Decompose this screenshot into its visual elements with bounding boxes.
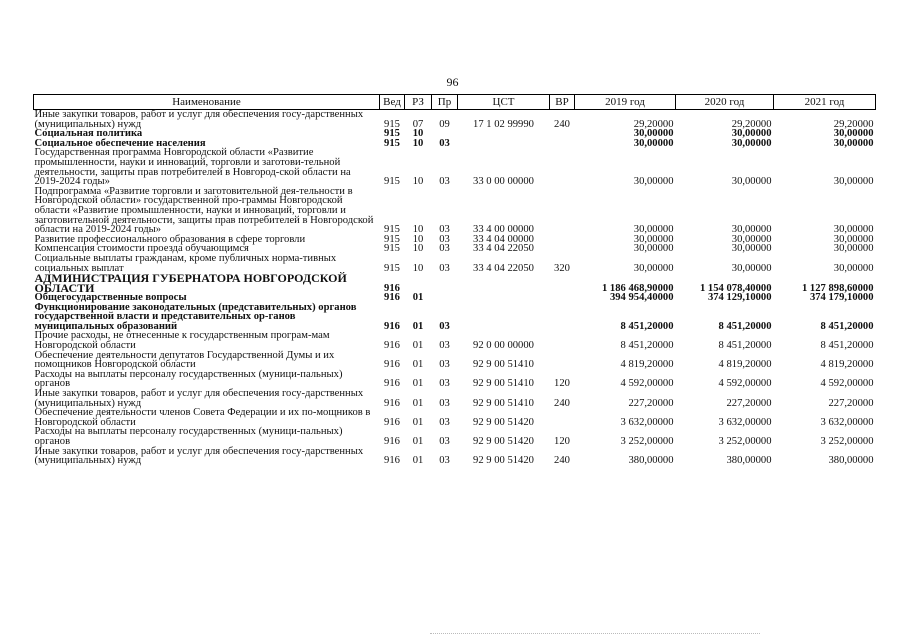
row-ved: 915 [384, 128, 400, 140]
row-rz: 01 [412, 359, 424, 371]
row-pr: 03 [439, 176, 450, 188]
row-vr [550, 293, 575, 303]
row-cst [458, 273, 550, 293]
row-ved: 916 [384, 320, 400, 332]
row-vr [550, 303, 575, 332]
row-2021: 30,00000 [833, 128, 874, 140]
row-cst [458, 293, 550, 303]
row-2019: 30,00000 [633, 243, 674, 255]
row-ved: 916 [384, 436, 400, 447]
row-2019: 30,00000 [633, 128, 674, 140]
row-name: Иные закупки товаров, работ и услуг для обеспечения госу-дарственных (муниципальных) нужд [34, 388, 364, 409]
header-vr: ВР [550, 95, 575, 110]
row-2020: 30,00000 [731, 262, 772, 274]
row-2019: 8 451,20000 [620, 340, 674, 352]
row-2020: 30,00000 [731, 176, 772, 188]
header-row [34, 95, 876, 110]
header-rz: РЗ [405, 95, 432, 110]
row-rz: 01 [412, 292, 424, 304]
row-name: Обеспечение деятельности членов Совета Федерации и их по-мощников в Новгородской области [34, 407, 371, 428]
row-ved: 915 [384, 137, 400, 149]
header-2020: 2020 год [676, 95, 774, 110]
row-2021: 30,00000 [833, 233, 874, 245]
row-cst [458, 139, 550, 149]
row-vr: 120 [554, 436, 570, 447]
row-2021: 30,00000 [833, 176, 874, 188]
row-rz: 10 [412, 137, 424, 149]
row-cst: 92 0 00 00000 [473, 340, 534, 352]
row-cst: 33 4 04 22050 [473, 243, 534, 255]
row-cst: 92 9 00 51410 [473, 397, 534, 409]
row-ved: 915 [384, 176, 400, 188]
row-rz: 01 [412, 397, 424, 409]
row-name: Функционирование законодательных (представительных) органов государственной власти и представительных ор-ганов муниципальных образований [34, 301, 357, 332]
row-2019: 3 632,00000 [620, 416, 674, 428]
row-ved: 915 [384, 233, 400, 245]
row-name: Развитие профессионального образования в сфере торговли [34, 233, 306, 245]
header-ved: Вед [380, 95, 405, 110]
table-row [34, 273, 876, 293]
row-rz: 10 [412, 176, 424, 188]
row-name: Иные закупки товаров, работ и услуг для обеспечения госу-дарственных (муниципальных) нужд [34, 109, 364, 130]
row-2019: 380,00000 [628, 455, 674, 467]
row-cst: 92 9 00 51410 [473, 378, 534, 390]
header-2021: 2021 год [774, 95, 876, 110]
table-row [34, 389, 876, 408]
row-2019: 4 819,20000 [620, 359, 674, 371]
row-ved: 916 [384, 378, 400, 390]
header-cst: ЦСТ [458, 95, 550, 110]
row-2020: 227,20000 [726, 397, 772, 409]
row-rz: 01 [412, 340, 424, 352]
row-2019: 4 592,00000 [620, 378, 674, 390]
row-ved: 916 [384, 397, 400, 409]
row-name: Компенсация стоимости проезда обучающимся [34, 243, 249, 255]
row-2019: 29,20000 [633, 118, 674, 130]
row-ved: 915 [384, 224, 400, 236]
row-2021: 4 592,00000 [820, 378, 874, 390]
row-2021: 374 179,10000 [809, 292, 874, 304]
row-pr: 03 [439, 378, 450, 390]
row-vr [550, 148, 575, 186]
row-2020: 30,00000 [731, 137, 772, 149]
row-2021: 30,00000 [833, 224, 874, 236]
budget-table [33, 94, 876, 466]
row-2019: 30,00000 [633, 137, 674, 149]
row-vr [550, 129, 575, 139]
row-2021: 8 451,20000 [820, 320, 874, 332]
row-ved: 915 [384, 262, 400, 274]
row-vr [550, 408, 575, 427]
row-2020: 3 252,00000 [718, 436, 772, 447]
row-name: Расходы на выплаты персоналу государственных (муници-пальных) органов [34, 426, 343, 447]
row-2020: 4 592,00000 [718, 378, 772, 390]
row-2019: 30,00000 [633, 224, 674, 236]
page-number: 96 [446, 75, 459, 89]
row-pr [432, 273, 458, 293]
row-2020: 29,20000 [731, 118, 772, 130]
row-2019: 227,20000 [628, 397, 674, 409]
table-row [34, 187, 876, 235]
row-rz: 01 [412, 320, 424, 332]
table-row [34, 370, 876, 389]
row-ved: 916 [384, 340, 400, 352]
row-2020: 30,00000 [731, 224, 772, 236]
row-cst: 92 9 00 51420 [473, 436, 534, 447]
table-row [34, 303, 876, 332]
row-2020: 374 129,10000 [707, 292, 772, 304]
scan-artifact [430, 633, 760, 636]
row-2020: 30,00000 [731, 233, 772, 245]
row-rz: 10 [412, 224, 424, 236]
row-2021: 1 127 898,60000 [801, 282, 874, 294]
table-row [34, 351, 876, 370]
row-2020: 3 632,00000 [718, 416, 772, 428]
row-vr: 240 [554, 118, 570, 130]
row-rz: 01 [412, 378, 424, 390]
table-row [34, 331, 876, 350]
row-2019: 3 252,00000 [620, 436, 674, 447]
table-body [34, 110, 876, 466]
row-2021: 3 252,00000 [820, 436, 874, 447]
row-ved: 915 [384, 118, 400, 130]
row-2021: 380,00000 [828, 455, 874, 467]
row-cst: 33 4 00 00000 [473, 224, 534, 236]
row-rz: 10 [412, 128, 424, 140]
row-name: АДМИНИСТРАЦИЯ ГУБЕРНАТОРА НОВГОРОДСКОЙ ОБЛАСТИ [34, 271, 347, 296]
row-2020: 8 451,20000 [718, 320, 772, 332]
row-cst [458, 129, 550, 139]
row-name: Прочие расходы, не отнесенные к государственным програм-мам Новгородской области [34, 330, 330, 352]
row-2021: 3 632,00000 [820, 416, 874, 428]
row-ved: 916 [384, 292, 400, 304]
row-cst: 33 4 04 22050 [473, 262, 534, 274]
row-name: Государственная программа Новгородской области «Развитие промышленности, науки и инноваций, торговли и заготови-тельной деятельности, защиты прав потребителей в Новгород-ской области на 2019-2024 годы» [34, 147, 351, 188]
row-cst: 17 1 02 99990 [473, 118, 534, 130]
row-vr [550, 244, 575, 254]
row-rz [405, 273, 432, 293]
table-row [34, 427, 876, 446]
row-2021: 30,00000 [833, 243, 874, 255]
row-rz: 01 [412, 436, 424, 447]
header-name: Наименование [34, 95, 380, 110]
table-row [34, 148, 876, 186]
table-row [34, 408, 876, 427]
row-rz: 01 [412, 416, 424, 428]
row-pr: 03 [439, 455, 450, 467]
row-2021: 30,00000 [833, 262, 874, 274]
header-pr: Пр [432, 95, 458, 110]
row-pr: 03 [439, 137, 450, 149]
row-rz: 01 [412, 455, 424, 467]
row-2021: 30,00000 [833, 137, 874, 149]
row-pr: 03 [439, 359, 450, 371]
row-vr [550, 187, 575, 235]
row-pr: 03 [439, 262, 450, 274]
row-name: Социальные выплаты гражданам, кроме публичных норма-тивных социальных выплат [34, 252, 337, 274]
row-pr: 03 [439, 436, 450, 447]
row-rz: 10 [412, 243, 424, 255]
row-ved: 916 [384, 455, 400, 467]
row-rz: 10 [412, 233, 424, 245]
row-name: Иные закупки товаров, работ и услуг для обеспечения госу-дарственных (муниципальных) нужд [34, 445, 364, 467]
row-2021: 29,20000 [833, 118, 874, 130]
row-name: Расходы на выплаты персоналу государственных (муници-пальных) органов [34, 368, 343, 390]
row-2021: 4 819,20000 [820, 359, 874, 371]
row-ved: 916 [384, 416, 400, 428]
row-2019: 30,00000 [633, 233, 674, 245]
row-pr: 03 [439, 416, 450, 428]
row-2020: 1 154 078,40000 [699, 282, 772, 294]
row-cst: 92 9 00 51420 [473, 455, 534, 467]
row-name: Обеспечение деятельности депутатов Государственной Думы и их помощников Новгородской области [34, 349, 335, 371]
row-2020: 380,00000 [726, 455, 772, 467]
row-pr: 03 [439, 340, 450, 352]
row-2019: 8 451,20000 [620, 320, 674, 332]
row-pr: 03 [439, 320, 450, 332]
row-pr: 03 [439, 243, 450, 255]
row-cst: 92 9 00 51410 [473, 359, 534, 371]
row-name: Общегосударственные вопросы [34, 292, 187, 304]
row-vr [550, 273, 575, 293]
row-name: Социальное обеспечение населения [34, 137, 206, 149]
row-vr [550, 351, 575, 370]
row-vr [550, 235, 575, 245]
row-cst [458, 303, 550, 332]
row-cst: 33 0 00 00000 [473, 176, 534, 188]
header-2019: 2019 год [575, 95, 676, 110]
row-cst: 33 4 04 00000 [473, 233, 534, 245]
row-2020: 4 819,20000 [718, 359, 772, 371]
table-row [34, 447, 876, 466]
row-2019: 30,00000 [633, 262, 674, 274]
row-rz: 07 [412, 118, 424, 130]
row-vr: 120 [554, 378, 570, 390]
row-ved: 916 [384, 282, 400, 294]
row-2019: 394 954,40000 [609, 292, 674, 304]
row-ved: 915 [384, 243, 400, 255]
row-ved: 916 [384, 359, 400, 371]
row-2021: 227,20000 [828, 397, 874, 409]
row-vr: 240 [554, 397, 570, 409]
row-pr: 03 [439, 224, 450, 236]
row-vr: 240 [554, 455, 570, 467]
row-pr [432, 293, 458, 303]
row-2020: 30,00000 [731, 243, 772, 255]
table-row [34, 110, 876, 130]
row-2019: 30,00000 [633, 176, 674, 188]
row-rz: 10 [412, 262, 424, 274]
row-name: Подпрограмма «Развитие торговли и заготовительной дея-тельности в Новгородской области» государственной про-граммы Новгородской области «Развитие промышленности, науки и инноваций, торговли и заготовительной деятельности, защиты прав потребителей в Новгородской области на 2019-2024 годы» [34, 185, 374, 236]
row-2020: 30,00000 [731, 128, 772, 140]
row-pr: 03 [439, 397, 450, 409]
row-vr [550, 139, 575, 149]
row-pr: 03 [439, 233, 450, 245]
row-2021: 8 451,20000 [820, 340, 874, 352]
row-2019: 1 186 468,90000 [601, 282, 674, 294]
row-vr: 320 [554, 262, 570, 274]
row-name: Социальная политика [34, 128, 143, 140]
row-2020: 8 451,20000 [718, 340, 772, 352]
row-pr: 09 [439, 118, 450, 130]
row-cst: 92 9 00 51420 [473, 416, 534, 428]
row-vr [550, 331, 575, 350]
